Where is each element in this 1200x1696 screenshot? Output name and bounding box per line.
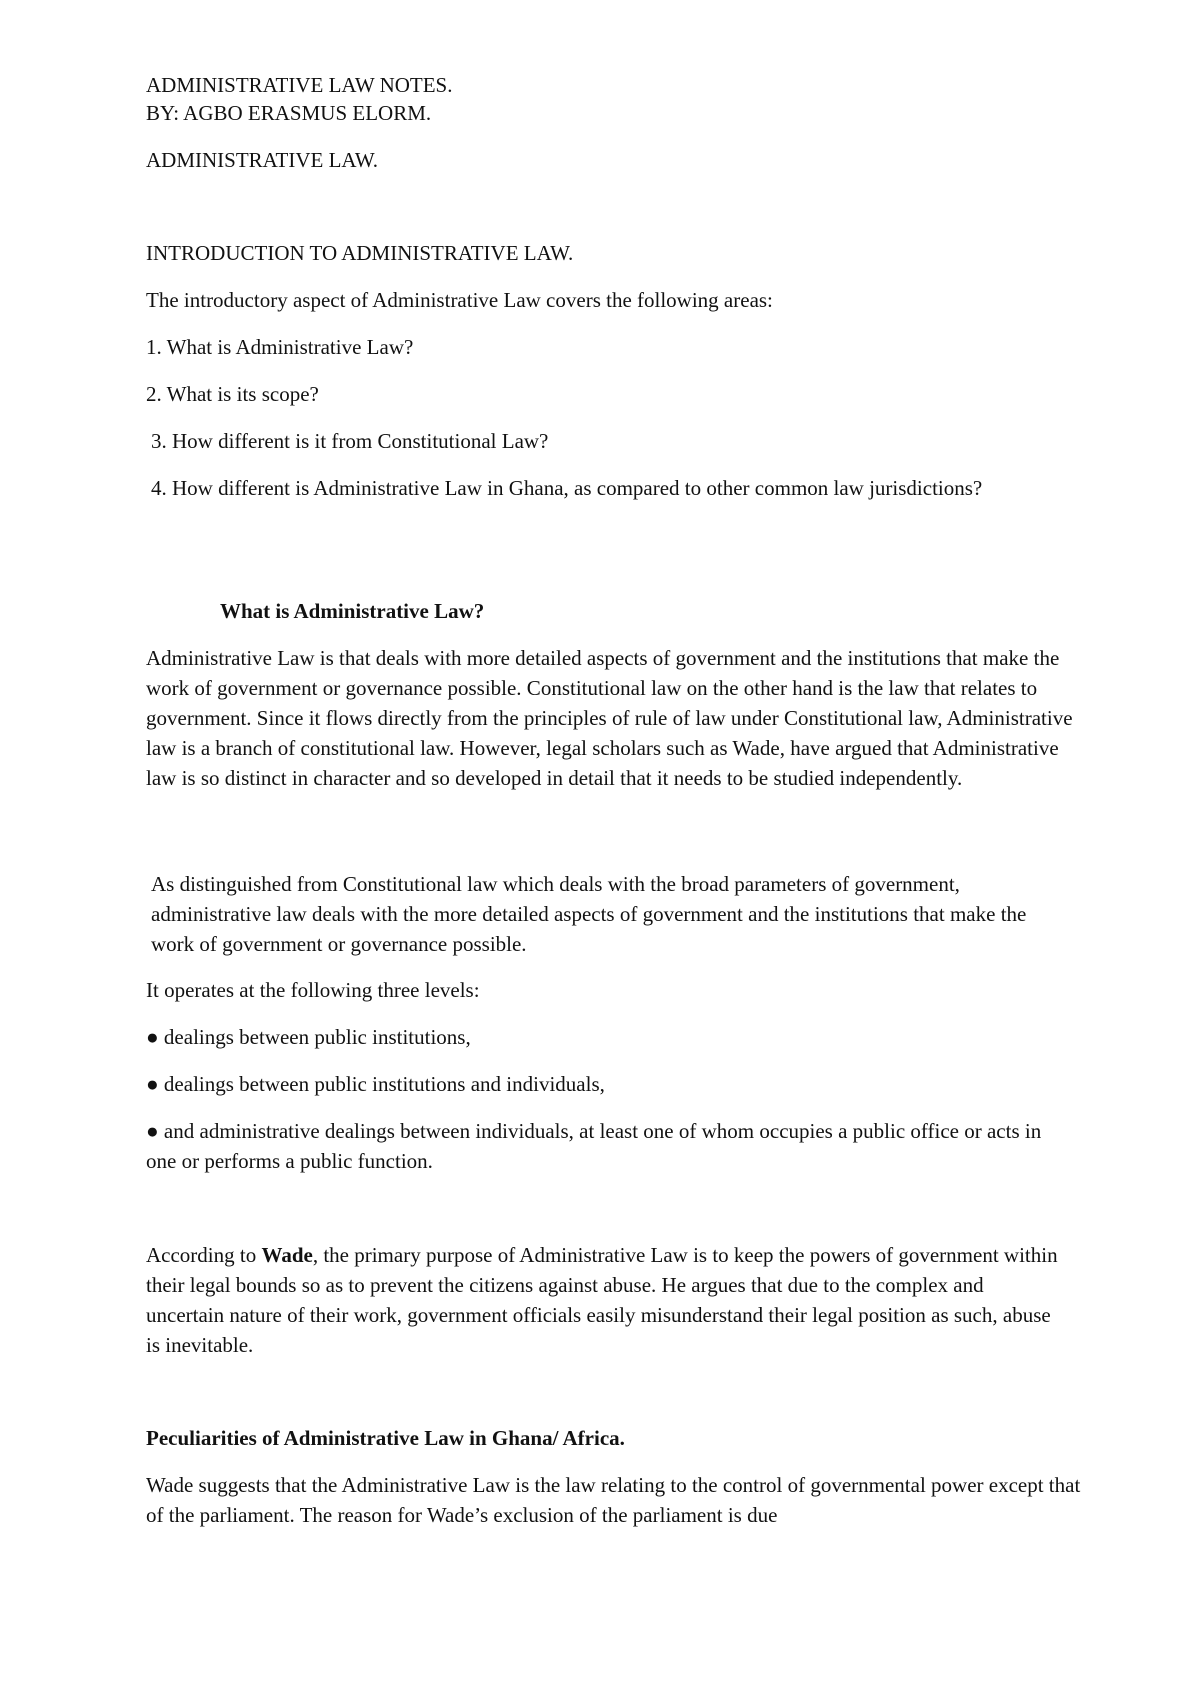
wade-pre: According to (146, 1243, 262, 1267)
levels-lead: It operates at the following three levels: (146, 978, 480, 1002)
section-heading-what-is: What is Administrative Law? (220, 599, 485, 623)
wade-post: , the primary purpose of Administrative Law is to keep the powers of government within their legal bounds so as to prevent the citizens against abuse. He argues that due to the complex and uncertain nature of their work, government officials easily misunderstand their legal position as such, abuse is inevitable. (146, 1243, 1058, 1357)
level-bullet-3: ● and administrative dealings between individuals, at least one of whom occupies a public office or acts in one or performs a public function. (146, 1119, 1042, 1173)
intro-item-4: 4. How different is Administrative Law in Ghana, as compared to other common law jurisdictions? (151, 476, 983, 500)
level-bullet-1: ● dealings between public institutions, (146, 1025, 471, 1049)
document-subject: ADMINISTRATIVE LAW. (146, 148, 379, 172)
intro-item-3: 3. How different is it from Constitutional Law? (151, 429, 549, 453)
intro-item-1: 1. What is Administrative Law? (146, 335, 414, 359)
wade-paragraph (146, 1240, 1061, 1360)
section-heading-peculiarities: Peculiarities of Administrative Law in Ghana/ Africa. (146, 1426, 625, 1450)
section1-paragraph-2: As distinguished from Constitutional law which deals with the broad parameters of government, administrative law deals with the more detailed aspects of government and the institutions that make the work of government or governance possible. (151, 872, 1027, 956)
document-author: BY: AGBO ERASMUS ELORM. (146, 101, 432, 125)
section2-paragraph-1: Wade suggests that the Administrative Law is the law relating to the control of governmental power except that of the parliament. The reason for Wade’s exclusion of the parliament is due (146, 1473, 1081, 1527)
intro-heading: INTRODUCTION TO ADMINISTRATIVE LAW. (146, 241, 574, 265)
intro-lead: The introductory aspect of Administrative Law covers the following areas: (146, 288, 773, 312)
level-bullet-2: ● dealings between public institutions and individuals, (146, 1072, 605, 1096)
wade-name: Wade (261, 1243, 313, 1267)
section1-paragraph-1: Administrative Law is that deals with more detailed aspects of government and the institutions that make the work of government or governance possible. Constitutional law on the other hand is the law that relates to government. Since it flows directly from the principles of rule of law under Constitutional law, Administrative law is a branch of constitutional law. However, legal scholars such as Wade, have argued that Administrative law is so distinct in character and so developed in detail that it needs to be studied independently. (146, 646, 1073, 790)
intro-item-2: 2. What is its scope? (146, 382, 319, 406)
document-title: ADMINISTRATIVE LAW NOTES. (146, 73, 453, 97)
